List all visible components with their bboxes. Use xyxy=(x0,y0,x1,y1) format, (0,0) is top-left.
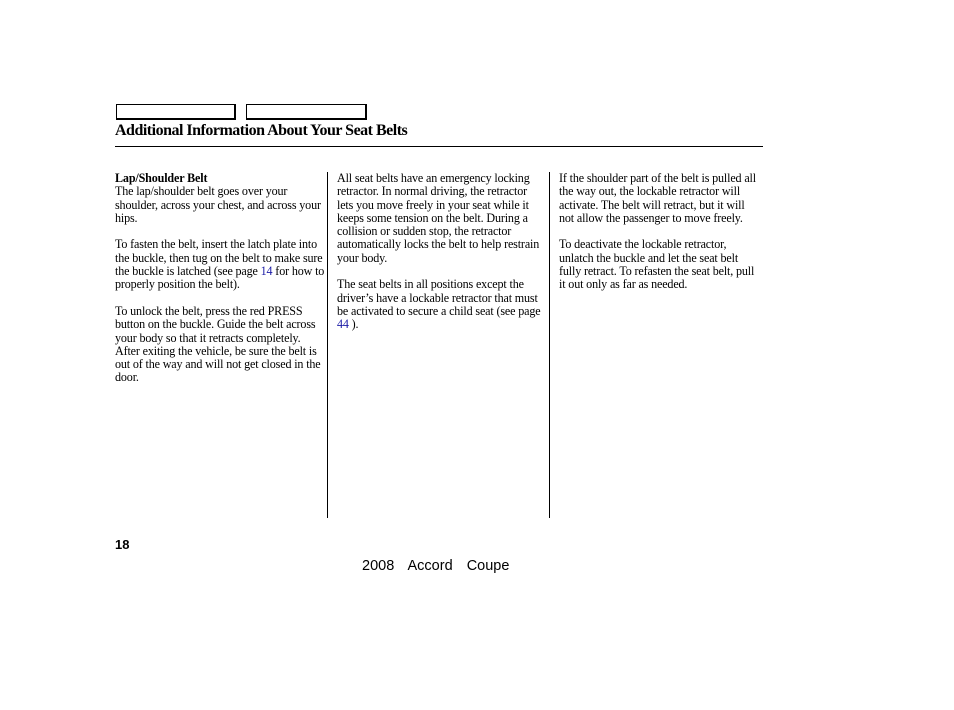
page-number: 18 xyxy=(115,537,130,552)
title-divider xyxy=(115,146,763,147)
section-heading: Lap/Shoulder Belt xyxy=(115,171,208,185)
paragraph-text: ). xyxy=(348,317,359,332)
column-middle xyxy=(337,172,545,345)
paragraph-text: The seat belts in all positions except the driver’s have a lockable retractor that must be activated to secure a child seat (see page xyxy=(337,277,541,318)
paragraph: All seat belts have an emergency locking retractor. In normal driving, the retractor lets you move freely in your seat while it keeps some tension on the belt. During a collision or sudden stop, the retractor automatically locks the belt to help restrain your body. xyxy=(337,171,540,265)
column-divider xyxy=(327,172,328,518)
column-divider xyxy=(549,172,550,518)
column-right xyxy=(559,172,761,305)
page-link-14[interactable]: 14 xyxy=(260,264,273,279)
nav-button-next[interactable] xyxy=(246,104,367,120)
paragraph: The lap/shoulder belt goes over your shoulder, across your chest, and across your hips. xyxy=(115,184,321,225)
paragraph-text: for how to properly position the belt). xyxy=(115,264,325,292)
footer-title: 2008 Accord Coupe xyxy=(362,558,510,574)
page-link-44[interactable]: 44 xyxy=(337,317,349,332)
nav-button-previous[interactable] xyxy=(116,104,236,120)
paragraph: If the shoulder part of the belt is pulled all the way out, the lockable retractor will activate. The belt will retract, but it will not allow the passenger to move freely. xyxy=(559,171,756,225)
page-title: Additional Information About Your Seat Belts xyxy=(115,122,408,139)
paragraph xyxy=(337,278,545,331)
paragraph-text: To fasten the belt, insert the latch plate into the buckle, then tug on the belt to make sure the buckle is latched (see page xyxy=(115,237,323,279)
paragraph xyxy=(115,238,325,291)
paragraph: To deactivate the lockable retractor, unlatch the buckle and let the seat belt fully retract. To refasten the seat belt, pull it out only as far as needed. xyxy=(559,237,755,292)
column-left xyxy=(115,172,325,398)
paragraph: To unlock the belt, press the red PRESS button on the buckle. Guide the belt across your body so that it retracts completely. After exiting the vehicle, be sure the belt is out of the way and will not get closed in the door. xyxy=(115,303,321,385)
